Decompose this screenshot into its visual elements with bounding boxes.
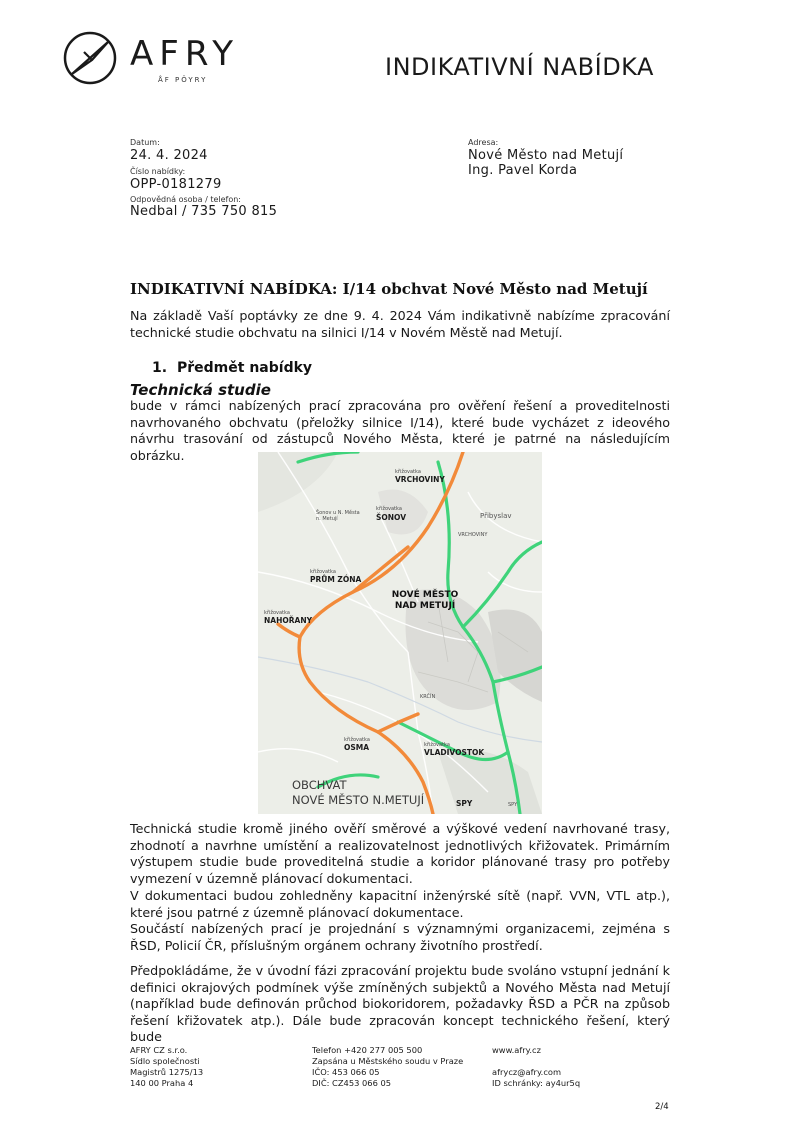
afry-logo-icon bbox=[62, 30, 118, 86]
map-label-pribyslav: Přibyslav bbox=[480, 512, 512, 520]
contact-value: Nedbal / 735 750 815 bbox=[130, 204, 278, 219]
footer-email-link[interactable]: afrycz@afry.com bbox=[492, 1067, 562, 1077]
map-label-vladivostok: VLADIVOSTOK bbox=[424, 748, 485, 757]
subsection-title: Technická studie bbox=[130, 381, 271, 399]
map-label-spy-place: SPY bbox=[508, 802, 518, 808]
map-label-prum-zona: PRŮM ZÓNA bbox=[310, 575, 362, 584]
footer-phone: Telefon +420 277 005 500 bbox=[312, 1045, 423, 1055]
map-label-sonov-small: křižovatka bbox=[376, 506, 402, 512]
paragraph-study-scope: Technická studie kromě jiného ověří směrové a výškové vedení navrhované trasy, zhodnotí a navrhne umístění a realizovatelnost jednotlivých křižovatek. Primárním výstupem studie bude proveditelná studie a koridor plánované trasy pro potřeby vymezení v územně plánovací dokumentaci. bbox=[130, 821, 670, 886]
map-label-nahorany-small: křižovatka bbox=[264, 610, 290, 616]
map-title-line-2: NOVÉ MĚSTO N.METUJÍ bbox=[292, 793, 425, 807]
map-label-vrchoviny-place: VRCHOVINY bbox=[458, 532, 488, 538]
map-label-town: NOVÉ MĚSTO NAD METUJÍ bbox=[391, 590, 459, 611]
date-value: 24. 4. 2024 bbox=[130, 148, 208, 163]
map-label-krcin: KRČÍN bbox=[420, 694, 436, 700]
address-line-2: Ing. Pavel Korda bbox=[468, 163, 578, 178]
date-label: Datum: bbox=[130, 138, 160, 147]
map-label-spy: SPY bbox=[456, 799, 473, 808]
page-heading: INDIKATIVNÍ NABÍDKA: I/14 obchvat Nové Město nad Metují bbox=[130, 280, 648, 298]
map-label-vrchoviny: VRCHOVINY bbox=[395, 475, 445, 484]
contact-label: Odpovědná osoba / telefon: bbox=[130, 195, 241, 204]
document-title: INDIKATIVNÍ NABÍDKA bbox=[385, 53, 654, 81]
paragraph-utilities: V dokumentaci budou zohledněny kapacitní inženýrské sítě (např. VVN, VTL atp.), které jsou patrné z územně plánovací dokumentace. bbox=[130, 888, 670, 920]
footer-ico: IČO: 453 066 05 bbox=[312, 1067, 380, 1077]
paragraph-kickoff: Předpokládáme, že v úvodní fázi zpracování projektu bude svoláno vstupní jednání k definici okrajových podmínek výše zmíněných subjektů a Nového Města nad Metují (například bude definován průchod biokoridorem, požadavky ŘSD a PČR na způsob řešení křižovatek atp.). Dále bude zpracován koncept technického řešení, který bude bbox=[130, 963, 670, 1045]
map-label-vrchoviny-small: křižovatka bbox=[395, 469, 421, 475]
footer-company: AFRY CZ s.r.o. bbox=[130, 1045, 188, 1055]
map-label-osma: OSMA bbox=[344, 743, 370, 752]
map-label-prum-zona-small: křižovatka bbox=[310, 569, 336, 575]
route-map bbox=[258, 452, 542, 814]
address-label: Adresa: bbox=[468, 138, 499, 147]
footer-databox: ID schránky: ay4ur5q bbox=[492, 1078, 581, 1088]
map-title-line-1: OBCHVAT bbox=[292, 778, 347, 792]
section-number: 1. bbox=[152, 360, 168, 376]
map-label-osma-small: křižovatka bbox=[344, 737, 370, 743]
footer-registry: Zapsána u Městského soudu v Praze bbox=[312, 1056, 464, 1066]
page-number: 2/4 bbox=[655, 1102, 669, 1112]
paragraph-technical-study: bude v rámci nabízených prací zpracována pro ověření řešení a proveditelnosti navrhovaného obchvatu (přeložky silnice I/14), které bude vycházet z ideového návrhu trasování od zástupců Nového Města, které je patrné na následujícím obrázku. bbox=[130, 398, 670, 463]
footer-street: Magistrů 1275/13 bbox=[130, 1067, 204, 1077]
logo-subtext: ÅF PÖYRY bbox=[158, 76, 208, 84]
map-label-sonov-town: Šonov u N. Města n. Metují bbox=[316, 510, 360, 522]
address-line-1: Nové Město nad Metují bbox=[468, 148, 624, 163]
footer-city: 140 00 Praha 4 bbox=[130, 1078, 194, 1088]
footer-dic: DIČ: CZ453 066 05 bbox=[312, 1078, 392, 1088]
logo-text: AFRY bbox=[130, 34, 240, 74]
company-logo bbox=[62, 30, 252, 90]
map-label-nahorany: NAHOŘANY bbox=[264, 616, 313, 625]
offer-number-label: Číslo nabídky: bbox=[130, 167, 186, 176]
map-label-sonov: ŠONOV bbox=[376, 513, 407, 522]
intro-paragraph: Na základě Vaší poptávky ze dne 9. 4. 2024 Vám indikativně nabízíme zpracování technické studie obchvatu na silnici I/14 v Novém Městě nad Metují. bbox=[130, 308, 670, 340]
offer-number-value: OPP-0181279 bbox=[130, 177, 222, 192]
footer-seat-label: Sídlo společnosti bbox=[130, 1056, 200, 1066]
footer-web-link[interactable]: www.afry.cz bbox=[492, 1045, 541, 1055]
map-label-vladivostok-small: křižovatka bbox=[424, 742, 450, 748]
section-title: Předmět nabídky bbox=[177, 360, 313, 376]
paragraph-negotiations: Součástí nabízených prací je projednání s významnými organizacemi, zejména s ŘSD, Policií ČR, příslušným orgánem ochrany životního prostředí. bbox=[130, 921, 670, 953]
